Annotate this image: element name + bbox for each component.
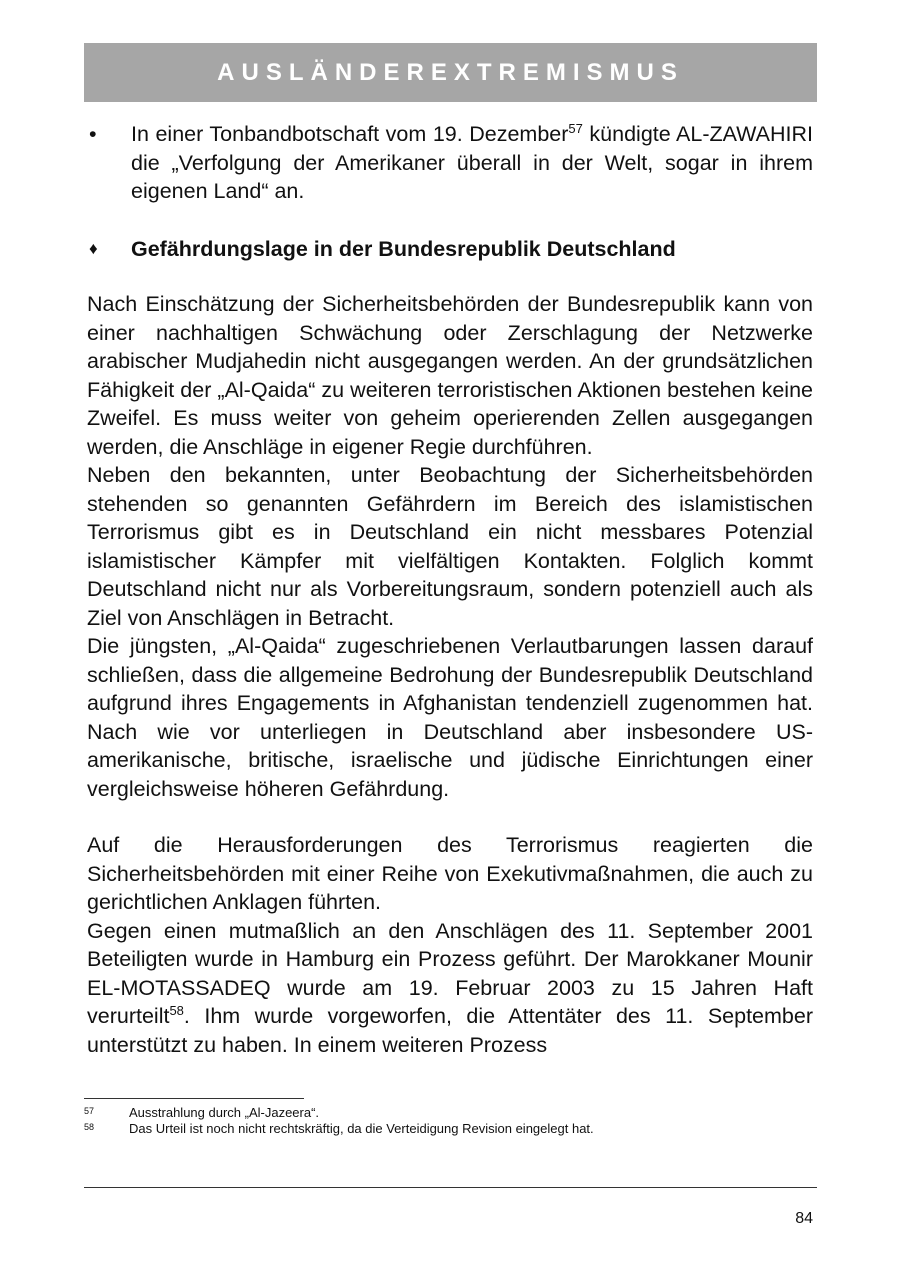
footnote-text: Ausstrahlung durch „Al-Jazeera“. bbox=[129, 1105, 320, 1120]
footnote-text: Das Urteil ist noch nicht rechtskräftig, da die Verteidigung Revision eingelegt hat. bbox=[129, 1121, 594, 1136]
paragraph-5-end: . Ihm wurde vorgeworfen, die Attentäter des 11. September unterstützt zu haben. In einem weiteren Prozess bbox=[87, 1004, 813, 1057]
bullet-text-start: In einer Tonbandbotschaft vom 19. Dezember bbox=[131, 122, 569, 146]
footnote-number: 58 bbox=[84, 1122, 95, 1132]
footnote-ref-57[interactable]: 57 bbox=[568, 120, 583, 136]
footnote-ref-58[interactable]: 58 bbox=[169, 1002, 184, 1018]
footer-divider bbox=[84, 1187, 817, 1188]
paragraph-5-start: Gegen einen mutmaßlich an den Anschlägen des 11. September 2001 Beteiligten wurde in Hamburg ein Prozess geführt. Der Marokkaner Mounir EL-MOTASSADEQ wurde am 19. Februar 2003 zu 15 Jahren Haft verurteilt bbox=[87, 918, 813, 1028]
section-heading-text: Gefährdungslage in der Bundesrepublik Deutschland bbox=[131, 236, 676, 261]
footnote-58 bbox=[84, 1121, 817, 1137]
footnote-separator bbox=[84, 1098, 304, 1099]
paragraph-2: Neben den bekannten, unter Beobachtung der Sicherheitsbehörden stehenden so genannten Gefährdern im Bereich des islamistischen Terrorismus gibt es in Deutschland ein nicht messbares Potenzial islamistischer Kämpfer mit vielfältigen Kontakten. Folglich kommt Deutschland nicht nur als Vorbereitungsraum, sondern potenziell auch als Ziel von Anschlägen in Betracht. bbox=[87, 463, 813, 630]
bullet-text-end: kündigte AL-ZAWAHIRI die „Verfolgung der Amerikaner überall in der Welt, sogar in ihrem eigenen Land“ an. bbox=[131, 122, 814, 203]
footnote-number: 57 bbox=[84, 1106, 95, 1116]
diamond-bullet-icon: ♦ bbox=[89, 238, 98, 258]
footnote-57 bbox=[84, 1105, 817, 1121]
paragraph-1: Nach Einschätzung der Sicherheitsbehörden der Bundesrepublik kann von einer nachhaltigen Schwächung oder Zerschlagung der Netzwerke arabischer Mudjahedin nicht ausgegangen werden. An der grundsätzlichen Fähigkeit der „Al-Qaida“ zu weiteren terroristischen Aktionen bestehen keine Zweifel. Es muss weiter von geheim operierenden Zellen ausgegangen werden, die Anschläge in eigener Regie durchführen. bbox=[87, 292, 813, 459]
bullet-text bbox=[131, 120, 813, 206]
page-content bbox=[87, 120, 813, 1059]
paragraph-3: Die jüngsten, „Al-Qaida“ zugeschriebenen Verlautbarungen lassen darauf schließen, dass die allgemeine Bedrohung der Bundesrepublik Deutschland aufgrund ihres Engagements in Afghanistan tendenziell zugenommen hat. Nach wie vor unterliegen in Deutschland aber insbesondere US-amerikanische, britische, israelische und jüdische Einrichtungen einer vergleichsweise höheren Gefährdung. bbox=[87, 634, 813, 801]
paragraph-4: Auf die Herausforderungen des Terrorismus reagierten die Sicherheitsbehörden mit einer Reihe von Exekutivmaßnahmen, die auch zu gerichtlichen Anklagen führten. bbox=[87, 833, 813, 914]
bullet-item bbox=[87, 120, 813, 206]
section-heading bbox=[87, 235, 813, 264]
page-number: 84 bbox=[795, 1210, 813, 1227]
section-title: AUSLÄNDEREXTREMISMUS bbox=[217, 58, 684, 86]
footnotes bbox=[84, 1105, 817, 1137]
section-header-bar bbox=[84, 43, 817, 102]
bullet-icon: • bbox=[89, 122, 97, 146]
paragraph-5 bbox=[87, 917, 813, 1060]
